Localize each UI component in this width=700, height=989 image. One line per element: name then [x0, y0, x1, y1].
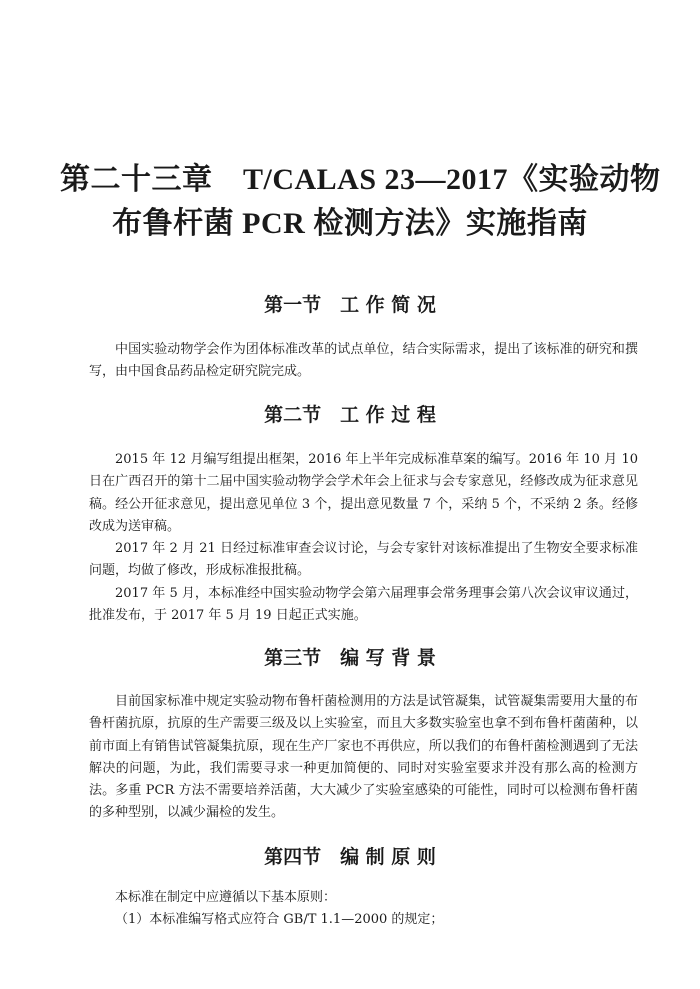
section-heading-principles: 第四节 编 制 原 则 [264, 846, 436, 868]
section-body-work-overview [89, 339, 638, 384]
chapter-title [60, 158, 661, 246]
section-heading-background: 第三节 编 写 背 景 [264, 647, 436, 669]
section-heading-work-overview: 第一节 工 作 简 况 [264, 294, 436, 316]
section-heading-work-process: 第二节 工 作 过 程 [264, 404, 436, 426]
paragraph: 2017 年 5 月，本标准经中国实验动物学会第六届理事会常务理事会第八次会议审议通过，批准发布，于 2017 年 5 月 19 日起正式实施。 [89, 585, 638, 624]
paragraph: 本标准在制定中应遵循以下基本原则： [115, 890, 337, 905]
paragraph: 目前国家标准中规定实验动物布鲁杆菌检测用的方法是试管凝集，试管凝集需要用大量的布鲁杆菌抗原，抗原的生产需要三级及以上实验室，而且大多数实验室也拿不到布鲁杆菌菌种，以前市面上有销售试管凝集抗原，现在生产厂家也不再供应，所以我们的布鲁杆菌检测遇到了无法解决的问题，为此，我们需要寻求一种更加简便的、同时对实验室要求并没有那么高的检测方法。多重 PCR 方法不需要培养活菌，大大减少了实验室感染的可能性，同时可以检测布鲁杆菌的多种型别，以减少漏检的发生。 [89, 694, 638, 821]
section-body-background [89, 691, 638, 825]
list-item: （1）本标准编写格式应符合 GB/T 1.1—2000 的规定； [115, 912, 444, 928]
paragraph: 2015 年 12 月编写组提出框架，2016 年上半年完成标准草案的编写。2016 年 10 月 10 日在广西召开的第十二届中国实验动物学会学术年会上征求与会专家意见，经修改成为征求意见稿。经公开征求意见，提出意见单位 3 个，提出意见数量 7 个，采纳 5 个，不采纳 2 条。经修改成为送审稿。 [89, 452, 638, 534]
section-body-work-process [89, 449, 638, 627]
paragraph: 2017 年 2 月 21 日经过标准审查会议讨论，与会专家针对该标准提出了生物安全要求标准问题，均做了修改，形成标准报批稿。 [89, 541, 638, 579]
paragraph: 中国实验动物学会作为团体标准改革的试点单位，结合实际需求，提出了该标准的研究和撰写，由中国食品药品检定研究院完成。 [89, 342, 638, 380]
chapter-title-line-1: 第二十三章 T/CALAS 23—2017《实验动物 [60, 163, 661, 196]
section-body-principles [89, 887, 638, 932]
chapter-title-line-2: 布鲁杆菌 PCR 检测方法》实施指南 [112, 207, 588, 240]
